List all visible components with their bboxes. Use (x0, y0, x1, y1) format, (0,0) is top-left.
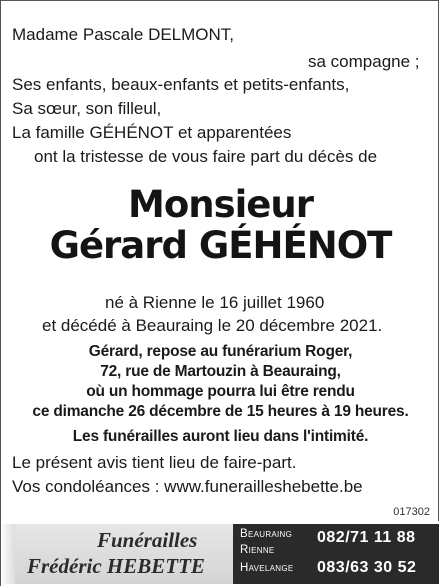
condolences-line: Vos condoléances : www.funerailleshebette.be (12, 477, 363, 496)
family-line: La famille GÉHÉNOT et apparentées (12, 123, 292, 142)
deceased-title: Monsieur (128, 183, 313, 226)
birth-line: né à Rienne le 16 juillet 1960 (105, 293, 325, 312)
arrangement-line-1: Gérard, repose au funérarium Roger, (88, 343, 353, 360)
phone-havelange: 083/63 30 52 (317, 559, 417, 576)
reference-number: 017302 (393, 506, 430, 518)
deceased-name: Gérard GÉHÉNOT (49, 224, 392, 267)
brand-line-2: Frédéric HEBETTE (27, 554, 205, 578)
city-beauraing: Beauraing (240, 528, 293, 540)
partner-name: Madame Pascale DELMONT, (12, 25, 235, 44)
funeral-home-footer (1, 521, 439, 587)
brand-panel (15, 524, 233, 584)
sibling-line: Sa sœur, son filleul, (12, 99, 162, 118)
contact-panel (233, 524, 439, 584)
announcement-line: ont la tristesse de vous faire part du décès de (34, 147, 378, 166)
arrangement-line-2: 72, rue de Martouzin à Beauraing, (100, 363, 341, 380)
city-rienne: Rienne (240, 544, 275, 556)
phone-beauraing: 082/71 11 88 (317, 529, 416, 546)
partner-relation: sa compagne ; (308, 52, 420, 71)
arrangement-line-4: ce dimanche 26 décembre de 15 heures à 19 heures. (32, 403, 409, 420)
notice-line: Le présent avis tient lieu de faire-part. (12, 453, 297, 472)
city-havelange: Havelange (240, 562, 294, 574)
death-line: et décédé à Beauraing le 20 décembre 2021. (42, 316, 383, 335)
brand-line-1: Funérailles (97, 528, 198, 552)
funeral-line: Les funérailles auront lieu dans l'intimité. (72, 428, 369, 445)
arrangement-line-3: où un hommage pourra lui être rendu (86, 383, 355, 400)
children-line: Ses enfants, beaux-enfants et petits-enfants, (12, 75, 350, 94)
